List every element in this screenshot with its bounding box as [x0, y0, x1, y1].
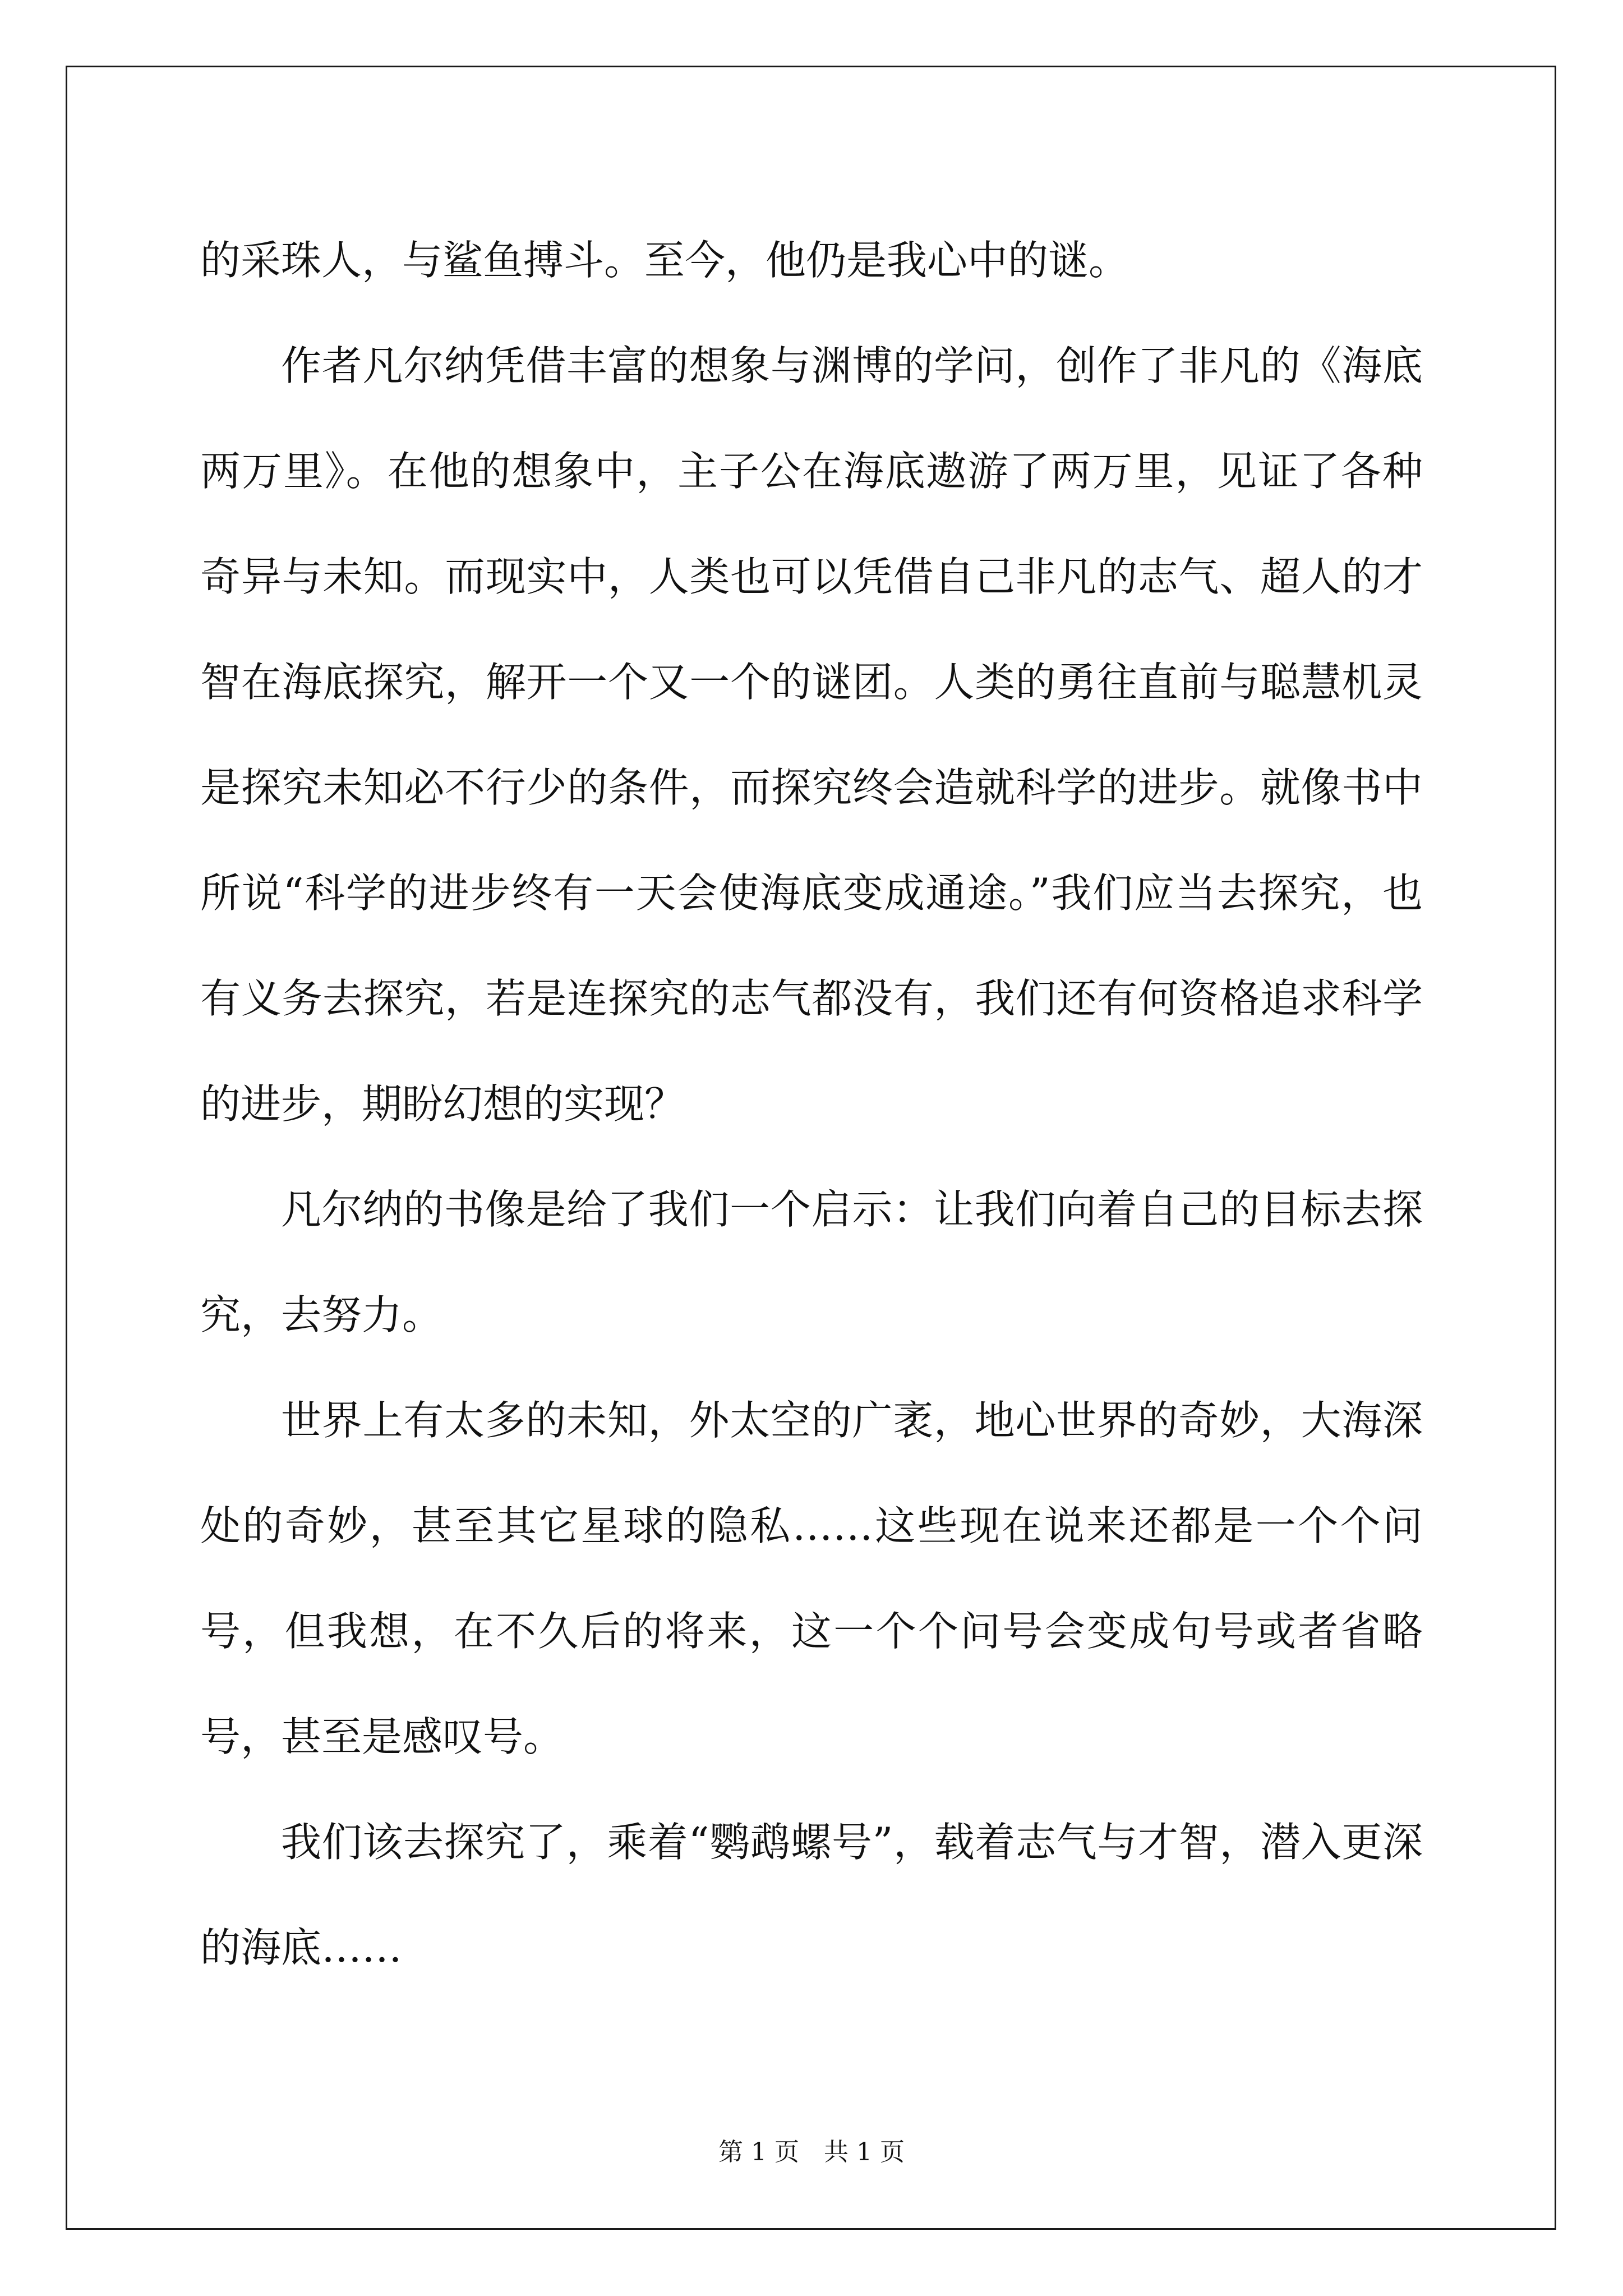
document-body: [200, 208, 1423, 2000]
paragraph-4: 世界上有太多的未知，外太空的广袤，地心世界的奇妙，大海深处的奇妙，甚至其它星球的隐私……这些现在说来还都是一个个问号，但我想，在不久后的将来，这一个个问号会变成句号或者省略号，甚至是感叹号。: [200, 1397, 1423, 1760]
paragraph-3: 凡尔纳的书像是给了我们一个启示：让我们向着自己的目标去探究，去努力。: [200, 1186, 1423, 1338]
paragraph-2: 作者凡尔纳凭借丰富的想象与渊博的学问，创作了非凡的《海底两万里》。在他的想象中，主子公在海底遨游了两万里，见证了各种奇异与未知。而现实中，人类也可以凭借自己非凡的志气、超人的才智在海底探究，解开一个又一个的谜团。人类的勇往直前与聪慧机灵是探究未知必不行少的条件，而探究终会造就科学的进步。就像书中所说“科学的进步终有一天会使海底变成通途。”我们应当去探究，也有义务去探究，若是连探究的志气都没有，我们还有何资格追求科学的进步，期盼幻想的实现？: [200, 342, 1423, 1128]
paragraph-1: 的采珠人，与鲨鱼搏斗。至今，他仍是我心中的谜。: [200, 237, 1129, 284]
paragraph-5: 我们该去探究了，乘着“鹦鹉螺号”，载着志气与才智，潜入更深的海底……: [200, 1819, 1423, 1971]
page-footer: 第 1 页 共 1 页: [718, 2138, 905, 2166]
